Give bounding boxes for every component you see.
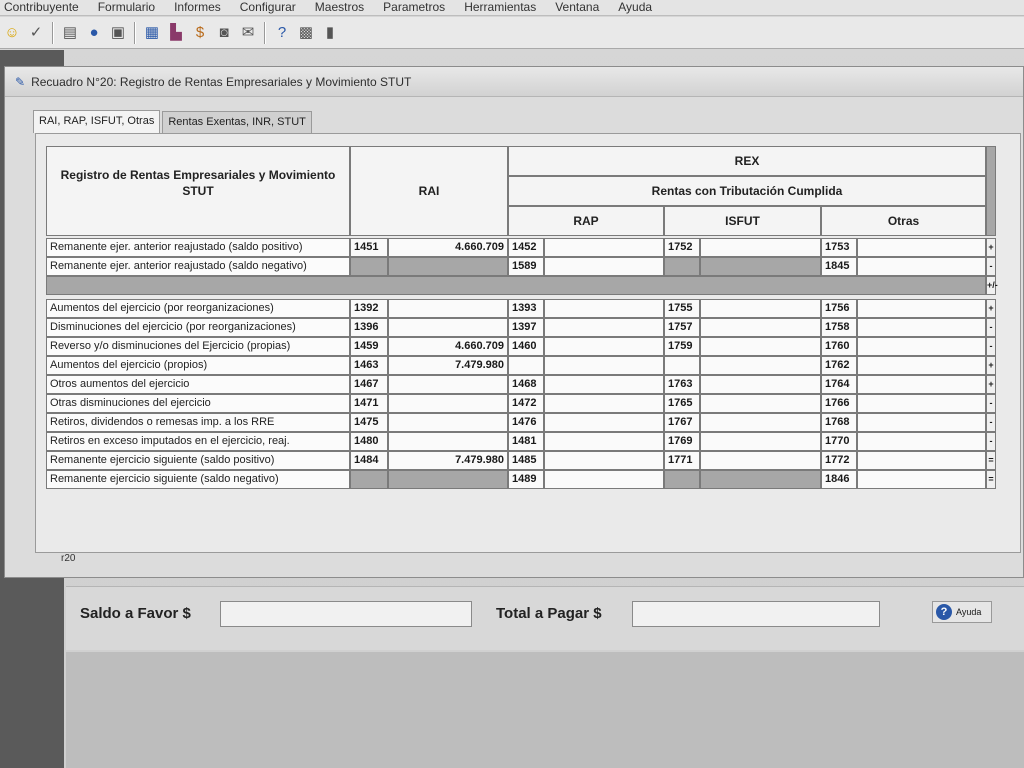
header-isfut-text: ISFUT: [725, 214, 760, 228]
row-sign: =: [986, 470, 996, 489]
menu-formulario[interactable]: Formulario: [97, 0, 156, 14]
rap-code: 1460: [508, 337, 544, 356]
rap-value-field[interactable]: [544, 299, 664, 318]
toolbar: [0, 17, 1024, 49]
header-otras: [821, 206, 986, 236]
isfut-code: 1765: [664, 394, 700, 413]
isfut-value-field[interactable]: [700, 432, 821, 451]
rai-value-field: [388, 257, 508, 276]
otras-code: 1764: [821, 375, 857, 394]
isfut-code: 1759: [664, 337, 700, 356]
help-icon[interactable]: ?: [277, 24, 287, 41]
rap-code: 1468: [508, 375, 544, 394]
rai-value-field[interactable]: [388, 413, 508, 432]
rap-code: 1589: [508, 257, 544, 276]
row-label: Retiros, dividendos o remesas imp. a los RRE: [46, 413, 350, 432]
otras-value-field[interactable]: [857, 413, 986, 432]
otras-value-field[interactable]: [857, 299, 986, 318]
menu-parametros[interactable]: Parametros: [383, 0, 446, 14]
otras-code: 1770: [821, 432, 857, 451]
row-sign: -: [986, 257, 996, 276]
globe-icon[interactable]: ●: [89, 24, 99, 41]
otras-value-field[interactable]: [857, 432, 986, 451]
menu-ayuda[interactable]: Ayuda: [618, 0, 653, 14]
money-bag-icon[interactable]: $: [195, 24, 205, 41]
menu-informes[interactable]: Informes: [174, 0, 221, 14]
row-label: Reverso y/o disminuciones del Ejercicio (propias): [46, 337, 350, 356]
rai-value-field[interactable]: [388, 394, 508, 413]
otras-code: 1758: [821, 318, 857, 337]
status-code: r20: [61, 553, 76, 564]
rai-value-field[interactable]: [388, 299, 508, 318]
preview-icon[interactable]: ◙: [219, 24, 229, 41]
form-icon[interactable]: ▣: [110, 24, 126, 41]
otras-code: 1772: [821, 451, 857, 470]
rap-code: 1476: [508, 413, 544, 432]
header-rai: [350, 146, 508, 236]
otras-value-field[interactable]: [857, 238, 986, 257]
checkmark-icon[interactable]: ✓: [29, 24, 43, 41]
header-rai-text: RAI: [418, 184, 440, 198]
isfut-value-field[interactable]: [700, 394, 821, 413]
isfut-value-field[interactable]: [700, 337, 821, 356]
header-isfut: [664, 206, 821, 236]
total-pagar-label: Total a Pagar $: [496, 605, 602, 622]
exit-icon[interactable]: ▮: [325, 24, 335, 41]
row-label: Retiros en exceso imputados en el ejercicio, reaj.: [46, 432, 350, 451]
rap-value-field[interactable]: [544, 394, 664, 413]
otras-value-field[interactable]: [857, 337, 986, 356]
rap-value-field[interactable]: [544, 375, 664, 394]
row-sign: -: [986, 318, 996, 337]
header-rap: [508, 206, 664, 236]
row-label: Remanente ejer. anterior reajustado (saldo negativo): [46, 257, 350, 276]
rai-code: [350, 470, 388, 489]
isfut-code: 1755: [664, 299, 700, 318]
otras-code: 1846: [821, 470, 857, 489]
isfut-code: [664, 470, 700, 489]
isfut-code: [664, 257, 700, 276]
rai-value-field[interactable]: [388, 318, 508, 337]
isfut-code: 1752: [664, 238, 700, 257]
otras-code: 1762: [821, 356, 857, 375]
toolbar-separator: [52, 22, 54, 44]
isfut-value-field[interactable]: [700, 238, 821, 257]
otras-value-field[interactable]: [857, 257, 986, 276]
calculator-icon[interactable]: ▩: [298, 24, 314, 41]
rap-code: 1472: [508, 394, 544, 413]
rai-value-field[interactable]: 7.479.980: [388, 451, 508, 470]
rentas-grid: [46, 146, 996, 516]
rai-value-field: [388, 470, 508, 489]
rai-code: 1475: [350, 413, 388, 432]
toolbar-separator: [264, 22, 266, 44]
menu-herramientas[interactable]: Herramientas: [464, 0, 537, 14]
total-pagar-field[interactable]: [632, 601, 880, 627]
rai-value-field[interactable]: [388, 375, 508, 394]
rap-code: 1397: [508, 318, 544, 337]
help-button-label: Ayuda: [956, 607, 982, 617]
isfut-value-field[interactable]: [700, 413, 821, 432]
header-rtc: [508, 176, 986, 206]
rap-value-field[interactable]: [544, 318, 664, 337]
rai-value-field[interactable]: 4.660.709: [388, 337, 508, 356]
header-otras-text: Otras: [887, 214, 920, 228]
smiley-icon[interactable]: ☺: [4, 24, 20, 41]
menu-maestros[interactable]: Maestros: [314, 0, 365, 14]
window-title: Recuadro N°20: Registro de Rentas Empresariales y Movimiento STUT: [31, 74, 412, 89]
tab-rai-rap-isfut-otras[interactable]: RAI, RAP, ISFUT, Otras: [33, 110, 160, 133]
document-list-icon[interactable]: ▤: [62, 24, 78, 41]
rap-code: [508, 356, 544, 375]
isfut-value-field[interactable]: [700, 451, 821, 470]
row-label: Disminuciones del ejercicio (por reorganizaciones): [46, 318, 350, 337]
isfut-code: 1757: [664, 318, 700, 337]
rap-code: 1452: [508, 238, 544, 257]
row-label: Otras disminuciones del ejercicio: [46, 394, 350, 413]
row-label: Aumentos del ejercicio (propios): [46, 356, 350, 375]
printer-icon[interactable]: ▦: [144, 24, 160, 41]
row-sign: -: [986, 394, 996, 413]
isfut-value-field: [700, 257, 821, 276]
otras-value-field[interactable]: [857, 470, 986, 489]
menu-contribuyente[interactable]: Contribuyente: [4, 0, 79, 14]
row-sign: =: [986, 451, 996, 470]
isfut-code: 1767: [664, 413, 700, 432]
otras-code: 1753: [821, 238, 857, 257]
saldo-favor-field[interactable]: [220, 601, 472, 627]
rap-value-field[interactable]: [544, 432, 664, 451]
otras-value-field[interactable]: [857, 451, 986, 470]
row-sign: -: [986, 413, 996, 432]
otras-code: 1845: [821, 257, 857, 276]
otras-code: 1766: [821, 394, 857, 413]
rap-code: 1485: [508, 451, 544, 470]
row-label: Remanente ejercicio siguiente (saldo negativo): [46, 470, 350, 489]
otras-value-field[interactable]: [857, 318, 986, 337]
rap-code: 1481: [508, 432, 544, 451]
row-sign: +: [986, 299, 996, 318]
row-sign: +/-: [986, 276, 996, 295]
form-window: [4, 66, 1024, 578]
separator-row: [46, 276, 986, 295]
header-rex: [508, 146, 986, 176]
rai-code: 1463: [350, 356, 388, 375]
rap-value-field[interactable]: [544, 451, 664, 470]
header-sign-column: [986, 146, 996, 236]
window-icon: ✎: [15, 74, 26, 89]
row-sign: +: [986, 375, 996, 394]
rap-value-field[interactable]: [544, 238, 664, 257]
row-sign: +: [986, 356, 996, 375]
building-icon[interactable]: ▙: [170, 24, 182, 41]
rai-code: [350, 257, 388, 276]
rai-code: 1459: [350, 337, 388, 356]
isfut-value-field: [700, 470, 821, 489]
isfut-value-field[interactable]: [700, 318, 821, 337]
help-button[interactable]: [932, 601, 992, 623]
menu-ventana[interactable]: Ventana: [555, 0, 600, 14]
otras-code: 1768: [821, 413, 857, 432]
tab-rentas-exentas[interactable]: Rentas Exentas, INR, STUT: [162, 111, 312, 134]
rai-value-field[interactable]: [388, 432, 508, 451]
otras-code: 1760: [821, 337, 857, 356]
isfut-value-field[interactable]: [700, 375, 821, 394]
isfut-value-field: [700, 356, 821, 375]
row-label: Aumentos del ejercicio (por reorganizaciones): [46, 299, 350, 318]
mail-icon[interactable]: ✉: [241, 24, 255, 41]
otras-value-field[interactable]: [857, 394, 986, 413]
rap-value-field[interactable]: [544, 413, 664, 432]
header-title-text: Registro de Rentas Empresariales y Movimiento STUT: [60, 168, 336, 198]
otras-value-field[interactable]: [857, 356, 986, 375]
row-sign: -: [986, 432, 996, 451]
rai-code: 1392: [350, 299, 388, 318]
otras-value-field[interactable]: [857, 375, 986, 394]
rai-code: 1484: [350, 451, 388, 470]
row-label: Remanente ejercicio siguiente (saldo positivo): [46, 451, 350, 470]
row-sign: -: [986, 337, 996, 356]
menu-bar: [0, 0, 1024, 16]
rap-value-field: [544, 356, 664, 375]
header-rex-text: REX: [734, 154, 760, 168]
header-rtc-text: Rentas con Tributación Cumplida: [651, 184, 843, 198]
help-icon: ?: [936, 604, 952, 620]
rap-value-field[interactable]: [544, 257, 664, 276]
toolbar-separator: [134, 22, 136, 44]
isfut-value-field[interactable]: [700, 299, 821, 318]
rai-value-field[interactable]: 4.660.709: [388, 238, 508, 257]
rap-value-field[interactable]: [544, 470, 664, 489]
isfut-code: 1763: [664, 375, 700, 394]
saldo-favor-label: Saldo a Favor $: [80, 605, 191, 622]
rap-value-field[interactable]: [544, 337, 664, 356]
rap-code: 1489: [508, 470, 544, 489]
row-label: Remanente ejer. anterior reajustado (saldo positivo): [46, 238, 350, 257]
tab-panel: [35, 133, 1021, 553]
row-label: Otros aumentos del ejercicio: [46, 375, 350, 394]
rai-code: 1471: [350, 394, 388, 413]
otras-code: 1756: [821, 299, 857, 318]
menu-configurar[interactable]: Configurar: [239, 0, 296, 14]
isfut-code: 1769: [664, 432, 700, 451]
window-title-bar: [5, 67, 1023, 97]
row-sign: +: [986, 238, 996, 257]
rai-value-field[interactable]: 7.479.980: [388, 356, 508, 375]
totals-bar: [66, 586, 1024, 650]
rai-code: 1480: [350, 432, 388, 451]
tab-strip: [33, 111, 314, 134]
header-title: [46, 146, 350, 236]
header-rap-text: RAP: [573, 214, 599, 228]
isfut-code: 1771: [664, 451, 700, 470]
isfut-code: [664, 356, 700, 375]
rai-code: 1451: [350, 238, 388, 257]
lower-empty-area: [66, 652, 1024, 768]
rai-code: 1396: [350, 318, 388, 337]
rap-code: 1393: [508, 299, 544, 318]
rai-code: 1467: [350, 375, 388, 394]
